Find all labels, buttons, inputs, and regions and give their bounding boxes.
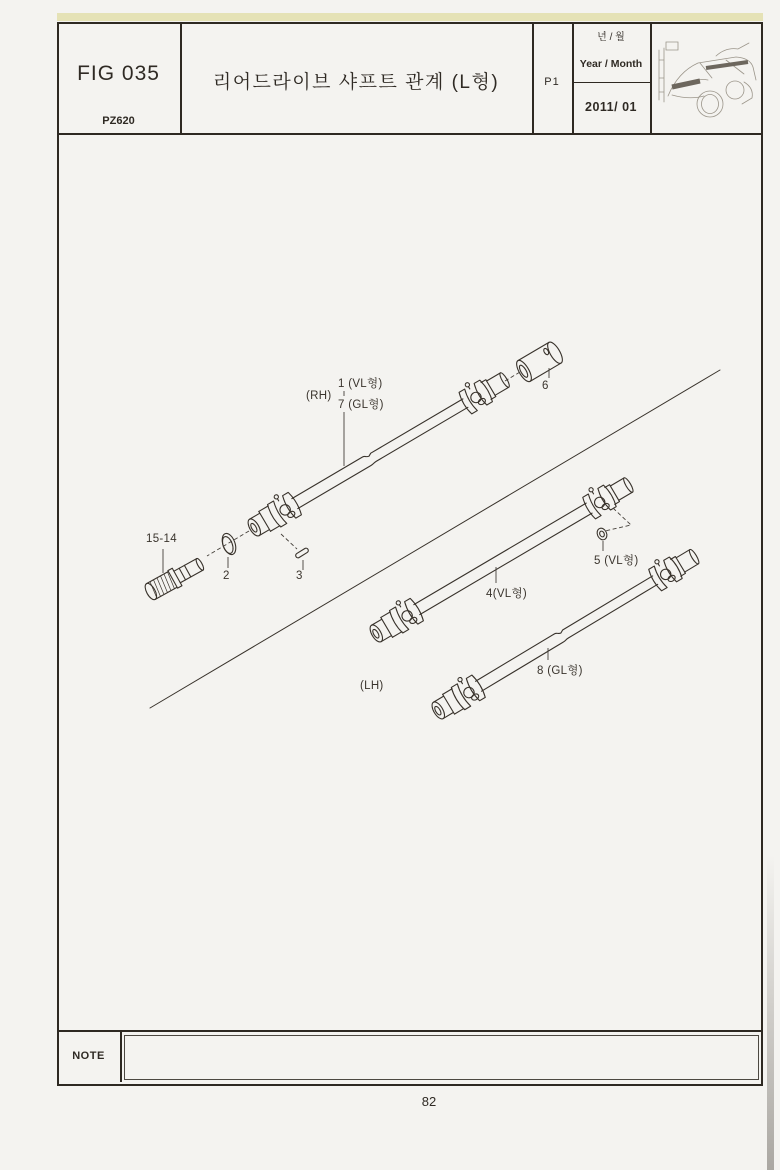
label-part15-14: 15-14 [146, 533, 177, 545]
part-splined-shaft-15-14 [142, 555, 206, 603]
part-pin-3 [295, 547, 309, 558]
assembly-line-sleeve [505, 372, 520, 381]
yearmonth-value: 2011/ 01 [585, 100, 637, 114]
part-washer-5 [595, 527, 608, 542]
label-part4-vl: 4(VL형) [486, 588, 528, 600]
driveshaft-gl [426, 541, 703, 724]
part-ring-2 [220, 532, 239, 557]
label-lh: (LH) [360, 680, 384, 692]
yearmonth-label-en: Year / Month [579, 58, 643, 70]
part-sleeve-6 [514, 340, 565, 384]
label-rh: (RH) [306, 390, 332, 402]
label-part6: 6 [542, 380, 549, 392]
page-number: 82 [421, 1094, 437, 1109]
note-label: NOTE [72, 1050, 105, 1062]
tractor-thumbnail [659, 42, 756, 117]
label-part5-vl: 5 (VL형) [594, 555, 639, 567]
page-title: 리어드라이브 샤프트 관계 (L형) [212, 72, 500, 93]
label-part8-gl: 8 (GL형) [537, 665, 583, 677]
assembly-line-washer [605, 508, 631, 531]
page-ref: P1 [544, 76, 560, 88]
model-code: PZ620 [102, 115, 135, 127]
yearmonth-label-ko: 년 / 월 [597, 32, 625, 43]
assembly-line-pin [281, 534, 297, 549]
label-part1-vl: 1 (VL형) [336, 375, 385, 391]
figure-id: FIG 035 [77, 62, 160, 85]
label-part7-gl: 7 (GL형) [336, 396, 386, 412]
label-part3: 3 [296, 570, 303, 582]
label-part2: 2 [223, 570, 230, 582]
